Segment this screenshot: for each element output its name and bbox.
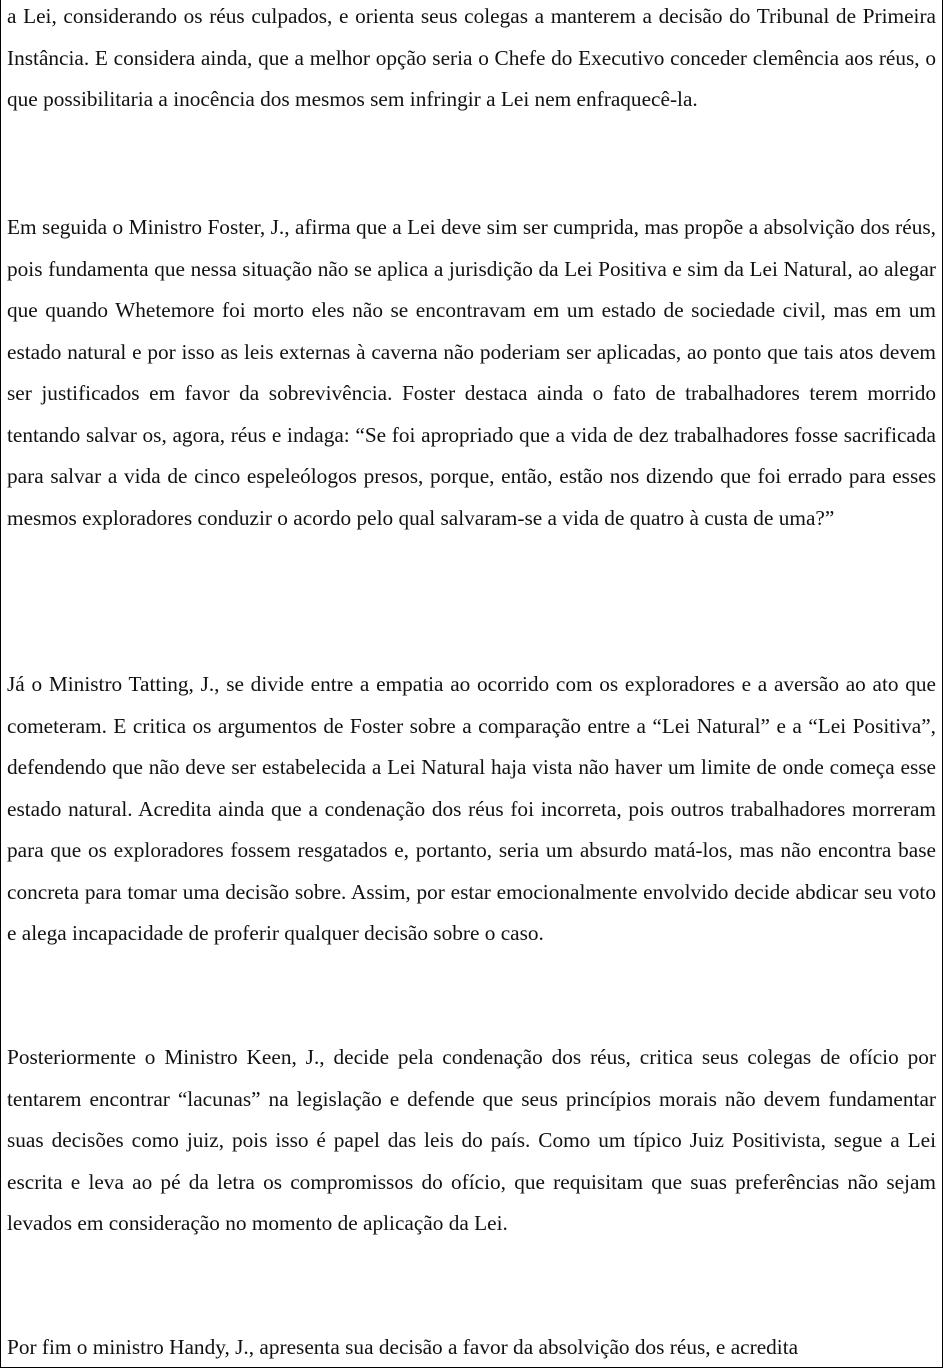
paragraph-2: Em seguida o Ministro Foster, J., afirma que a Lei deve sim ser cumprida, mas propõe a absolvição dos réus, pois fundamenta que nessa situação não se aplica a jurisdição da Lei Positiva e sim da Lei Natural, ao alegar que quando Whetemore foi morto eles não se encontravam em um estado de sociedade civil, mas em um estado natural e por isso as leis externas à caverna não poderiam ser aplicadas, ao ponto que tais atos devem ser justificados em favor da sobrevivência. Foster destaca ainda o fato de trabalhadores terem morrido tentando salvar os, agora, réus e indaga: “Se foi apropriado que a vida de dez trabalhadores fosse sacrificada para salvar a vida de cinco espeleólogos presos, porque, então, estão nos dizendo que foi errado para esses mesmos exploradores conduzir o acordo pelo qual salvaram-se a vida de quatro à custa de uma?” (7, 215, 936, 530)
paragraph-1: a Lei, considerando os réus culpados, e orienta seus colegas a manterem a decisão do Tribunal de Primeira Instância. E considera ainda, que a melhor opção seria o Chefe do Executivo conceder clemência aos réus, o que possibilitaria a inocência dos mesmos sem infringir a Lei nem enfraquecê-la. (7, 4, 936, 111)
paragraph-4: Posteriormente o Ministro Keen, J., decide pela condenação dos réus, critica seus colegas de ofício por tentarem encontrar “lacunas” na legislação e defende que seus princípios morais não devem fundamentar suas decisões como juiz, pois isso é papel das leis do país. Como um típico Juiz Positivista, segue a Lei escrita e leva ao pé da letra os compromissos do ofício, que requisitam que suas preferências não sejam levados em consideração no momento de aplicação da Lei. (7, 1045, 936, 1235)
paragraph-5: Por fim o ministro Handy, J., apresenta sua decisão a favor da absolvição dos réus, e acredita (7, 1335, 799, 1359)
paragraph-3: Já o Ministro Tatting, J., se divide entre a empatia ao ocorrido com os exploradores e a aversão ao ato que cometeram. E critica os argumentos de Foster sobre a comparação entre a “Lei Natural” e a “Lei Positiva”, defendendo que não deve ser estabelecida a Lei Natural haja vista não haver um limite de onde começa esse estado natural. Acredita ainda que a condenação dos réus foi incorreta, pois outros trabalhadores morreram para que os exploradores fossem resgatados e, portanto, seria um absurdo matá-los, mas não encontra base concreta para tomar uma decisão sobre. Assim, por estar emocionalmente envolvido decide abdicar seu voto e alega incapacidade de proferir qualquer decisão sobre o caso. (7, 672, 936, 945)
